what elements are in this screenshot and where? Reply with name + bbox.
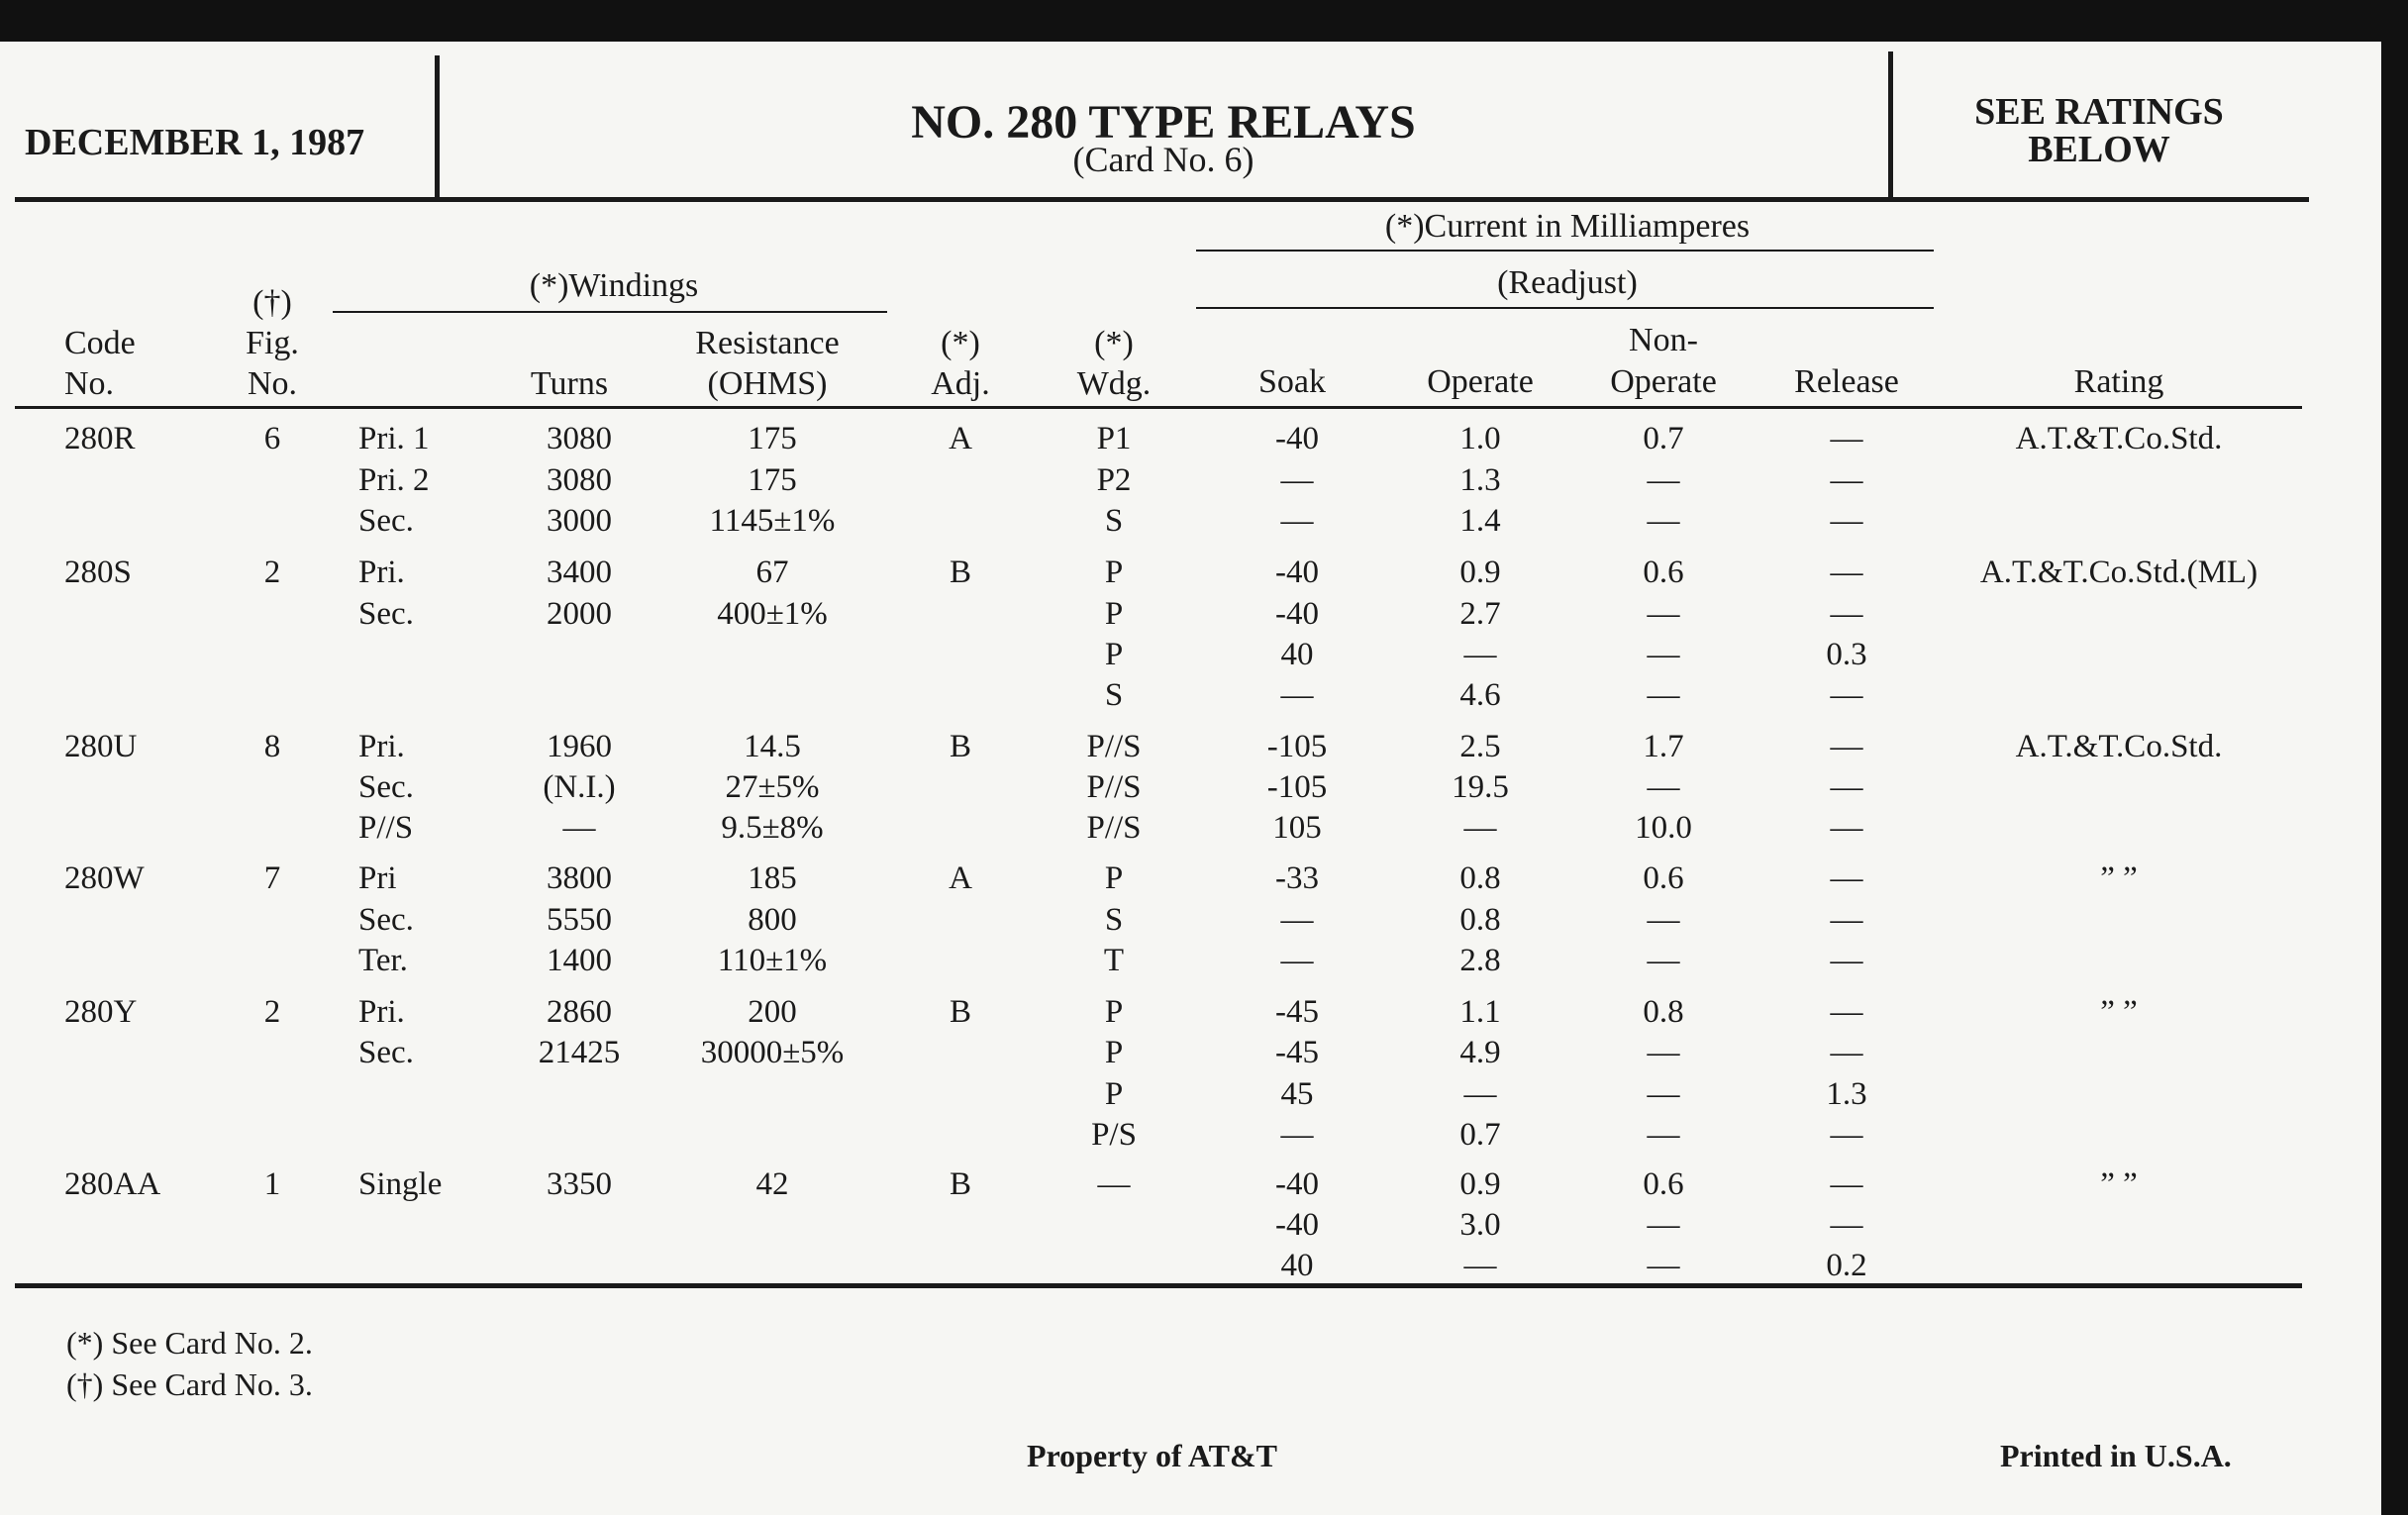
resistance-cell: 110±1% [717,943,828,978]
winding-cell: Pri [358,860,397,896]
col-rating: Rating [2073,363,2164,400]
soak-cell: -45 [1275,994,1319,1030]
resistance-cell: 27±5% [725,769,820,805]
operate-cell: 0.9 [1459,1166,1501,1202]
rating-cell: ” ” [2100,1166,2138,1202]
soak-cell: — [1280,902,1314,938]
release-cell: — [1830,1117,1863,1153]
winding-cell: Single [358,1166,443,1202]
operate-cell: 2.7 [1459,596,1501,632]
nonoperate-cell: 0.6 [1643,555,1684,590]
wdg-cell: P//S [1086,729,1142,764]
operate-cell: — [1463,810,1497,846]
soak-cell: — [1280,677,1314,713]
nonoperate-cell: 0.7 [1643,421,1684,456]
operate-cell: 0.7 [1459,1117,1501,1153]
wdg-cell: P [1104,1076,1124,1112]
wdg-cell: P [1104,994,1124,1030]
column-header-rule [15,406,2302,409]
footer-property: Property of AT&T [1027,1438,1277,1473]
nonoperate-cell: — [1647,1035,1680,1070]
resistance-cell: 1145±1% [709,503,836,539]
nonoperate-cell: — [1647,769,1680,805]
wdg-cell: P2 [1096,462,1132,498]
adj-cell: B [949,1166,971,1202]
winding-cell: Pri. 1 [358,421,430,456]
nonoperate-cell: — [1647,503,1680,539]
wdg-cell: P//S [1086,769,1142,805]
resistance-cell: 30000±5% [700,1035,845,1070]
winding-cell: Sec. [358,769,414,805]
code-cell: 280S [64,555,132,590]
col-turns: Turns [530,365,609,402]
col-code-1: Code [64,325,136,361]
winding-cell: Pri. 2 [358,462,430,498]
release-cell: — [1830,503,1863,539]
soak-cell: 105 [1272,810,1322,846]
wdg-cell: P [1104,596,1124,632]
release-cell: — [1830,994,1863,1030]
release-cell: — [1830,421,1863,456]
adj-cell: B [949,994,971,1030]
rating-cell: ” ” [2100,860,2138,896]
nonoperate-cell: — [1647,1248,1680,1283]
nonoperate-cell: 0.6 [1643,1166,1684,1202]
col-adj-1: (*) [941,325,980,361]
see-ratings-note [1901,93,2297,168]
adj-cell: B [949,555,971,590]
header-rule [15,197,2309,202]
turns-cell: 5550 [547,902,612,938]
turns-cell: 3400 [547,555,612,590]
code-cell: 280Y [64,994,138,1030]
release-cell: — [1830,729,1863,764]
col-resistance-1: Resistance [695,325,840,361]
resistance-cell: 42 [755,1166,789,1202]
release-cell: — [1830,1207,1863,1243]
soak-cell: 40 [1280,637,1314,672]
wdg-cell: S [1104,677,1124,713]
turns-cell: 1400 [547,943,612,978]
footnote-windings: (*) See Card No. 2. [66,1325,313,1361]
rating-cell: A.T.&T.Co.Std.(ML) [1979,555,2258,590]
see-ratings-line2: BELOW [2028,129,2170,170]
soak-cell: -105 [1266,769,1328,805]
turns-cell: 3000 [547,503,612,539]
wdg-cell: S [1104,902,1124,938]
nonoperate-cell: — [1647,1207,1680,1243]
resistance-cell: 14.5 [744,729,801,764]
turns-cell: (N.I.) [543,769,616,805]
header-divider-left [435,55,440,202]
relay-card [0,42,2381,1515]
card-date: DECEMBER 1, 1987 [25,122,365,163]
adj-cell: A [949,860,972,896]
resistance-cell: 200 [748,994,797,1030]
turns-cell: 2000 [547,596,612,632]
fig-cell: 1 [263,1166,281,1202]
col-adj-2: Adj. [931,365,990,402]
operate-cell: 1.1 [1459,994,1501,1030]
soak-cell: -40 [1275,1207,1319,1243]
winding-cell: Sec. [358,503,414,539]
rating-cell: A.T.&T.Co.Std. [2015,421,2223,456]
release-cell: — [1830,769,1863,805]
winding-cell: Pri. [358,994,405,1030]
resistance-cell: 185 [748,860,797,896]
col-code-2: No. [64,365,115,402]
turns-cell: — [562,810,596,846]
winding-cell: P//S [358,810,414,846]
card-number: (Card No. 6) [1072,140,1254,179]
nonoperate-cell: — [1647,943,1680,978]
col-resistance-2: (OHMS) [707,365,828,402]
release-cell: — [1830,1166,1863,1202]
code-cell: 280R [64,421,136,456]
release-cell: — [1830,677,1863,713]
release-cell: 0.3 [1826,637,1867,672]
soak-cell: -45 [1275,1035,1319,1070]
turns-cell: 1960 [547,729,612,764]
col-wdg-1: (*) [1094,325,1134,361]
release-cell: — [1830,902,1863,938]
operate-cell: — [1463,1076,1497,1112]
operate-cell: — [1463,637,1497,672]
soak-cell: -33 [1275,860,1319,896]
adj-cell: A [949,421,972,456]
wdg-cell: P1 [1096,421,1132,456]
col-wdg-2: Wdg. [1076,365,1152,402]
nonoperate-cell: 10.0 [1635,810,1692,846]
code-cell: 280AA [64,1166,161,1202]
release-cell: — [1830,943,1863,978]
operate-cell: 2.5 [1459,729,1501,764]
wdg-cell: T [1103,943,1125,978]
readjust-rule [1196,307,1934,309]
col-current: (*)Current in Milliamperes [1384,208,1751,245]
wdg-cell: P//S [1086,810,1142,846]
col-readjust: (Readjust) [1497,264,1638,301]
operate-cell: — [1463,1248,1497,1283]
col-release: Release [1794,363,1899,400]
rating-cell: ” ” [2100,994,2138,1030]
wdg-cell: — [1097,1166,1131,1202]
release-cell: — [1830,810,1863,846]
page-title: NO. 280 TYPE RELAYS [911,96,1416,149]
resistance-cell: 67 [755,555,789,590]
wdg-cell: S [1104,503,1124,539]
winding-cell: Pri. [358,555,405,590]
operate-cell: 0.9 [1459,555,1501,590]
resistance-cell: 175 [748,462,797,498]
see-ratings-line1: SEE RATINGS [1974,91,2224,133]
nonoperate-cell: — [1647,677,1680,713]
soak-cell: — [1280,1117,1314,1153]
operate-cell: 1.0 [1459,421,1501,456]
release-cell: — [1830,1035,1863,1070]
col-nonoperate-1: Non- [1629,322,1698,358]
footnote-figure: (†) See Card No. 3. [66,1366,313,1402]
windings-rule [333,311,887,313]
fig-cell: 2 [263,555,281,590]
release-cell: — [1830,860,1863,896]
release-cell: 0.2 [1826,1248,1867,1283]
fig-cell: 2 [263,994,281,1030]
soak-cell: 40 [1280,1248,1314,1283]
winding-cell: Sec. [358,596,414,632]
col-fig-1: (†) [252,284,292,321]
code-cell: 280U [64,729,138,764]
resistance-cell: 9.5±8% [721,810,824,846]
nonoperate-cell: — [1647,462,1680,498]
wdg-cell: P [1104,860,1124,896]
operate-cell: 0.8 [1459,860,1501,896]
operate-cell: 2.8 [1459,943,1501,978]
col-fig-3: No. [247,365,298,402]
nonoperate-cell: — [1647,1076,1680,1112]
fig-cell: 6 [263,421,281,456]
table-bottom-rule [15,1283,2302,1288]
nonoperate-cell: 0.6 [1643,860,1684,896]
release-cell: — [1830,596,1863,632]
operate-cell: 3.0 [1459,1207,1501,1243]
turns-cell: 3080 [547,421,612,456]
soak-cell: -40 [1275,1166,1319,1202]
wdg-cell: P/S [1091,1117,1137,1153]
col-operate: Operate [1427,363,1534,400]
winding-cell: Sec. [358,1035,414,1070]
wdg-cell: P [1104,1035,1124,1070]
nonoperate-cell: 1.7 [1643,729,1684,764]
resistance-cell: 400±1% [717,596,828,632]
soak-cell: — [1280,943,1314,978]
turns-cell: 3800 [547,860,612,896]
soak-cell: -105 [1266,729,1328,764]
release-cell: 1.3 [1826,1076,1867,1112]
fig-cell: 7 [263,860,281,896]
operate-cell: 4.9 [1459,1035,1501,1070]
soak-cell: -40 [1275,421,1319,456]
code-cell: 280W [64,860,145,896]
wdg-cell: P [1104,637,1124,672]
release-cell: — [1830,462,1863,498]
operate-cell: 1.4 [1459,503,1501,539]
winding-cell: Sec. [358,902,414,938]
nonoperate-cell: — [1647,902,1680,938]
col-fig-2: Fig. [246,325,299,361]
soak-cell: — [1280,462,1314,498]
col-nonoperate-2: Operate [1610,363,1717,400]
nonoperate-cell: — [1647,1117,1680,1153]
operate-cell: 4.6 [1459,677,1501,713]
soak-cell: -40 [1275,596,1319,632]
soak-cell: 45 [1280,1076,1314,1112]
resistance-cell: 800 [748,902,797,938]
soak-cell: -40 [1275,555,1319,590]
footer-printed: Printed in U.S.A. [2000,1438,2232,1473]
turns-cell: 2860 [547,994,612,1030]
col-soak: Soak [1258,363,1326,400]
nonoperate-cell: — [1647,637,1680,672]
wdg-cell: P [1104,555,1124,590]
adj-cell: B [949,729,971,764]
rating-cell: A.T.&T.Co.Std. [2015,729,2223,764]
resistance-cell: 175 [748,421,797,456]
operate-cell: 0.8 [1459,902,1501,938]
header-divider-right [1888,51,1893,200]
fig-cell: 8 [263,729,281,764]
soak-cell: — [1280,503,1314,539]
current-rule [1196,250,1934,252]
release-cell: — [1830,555,1863,590]
turns-cell: 3080 [547,462,612,498]
operate-cell: 19.5 [1452,769,1509,805]
nonoperate-cell: 0.8 [1643,994,1684,1030]
turns-cell: 21425 [538,1035,621,1070]
operate-cell: 1.3 [1459,462,1501,498]
col-windings: (*)Windings [529,267,699,304]
nonoperate-cell: — [1647,596,1680,632]
winding-cell: Pri. [358,729,405,764]
turns-cell: 3350 [547,1166,612,1202]
winding-cell: Ter. [358,943,408,978]
